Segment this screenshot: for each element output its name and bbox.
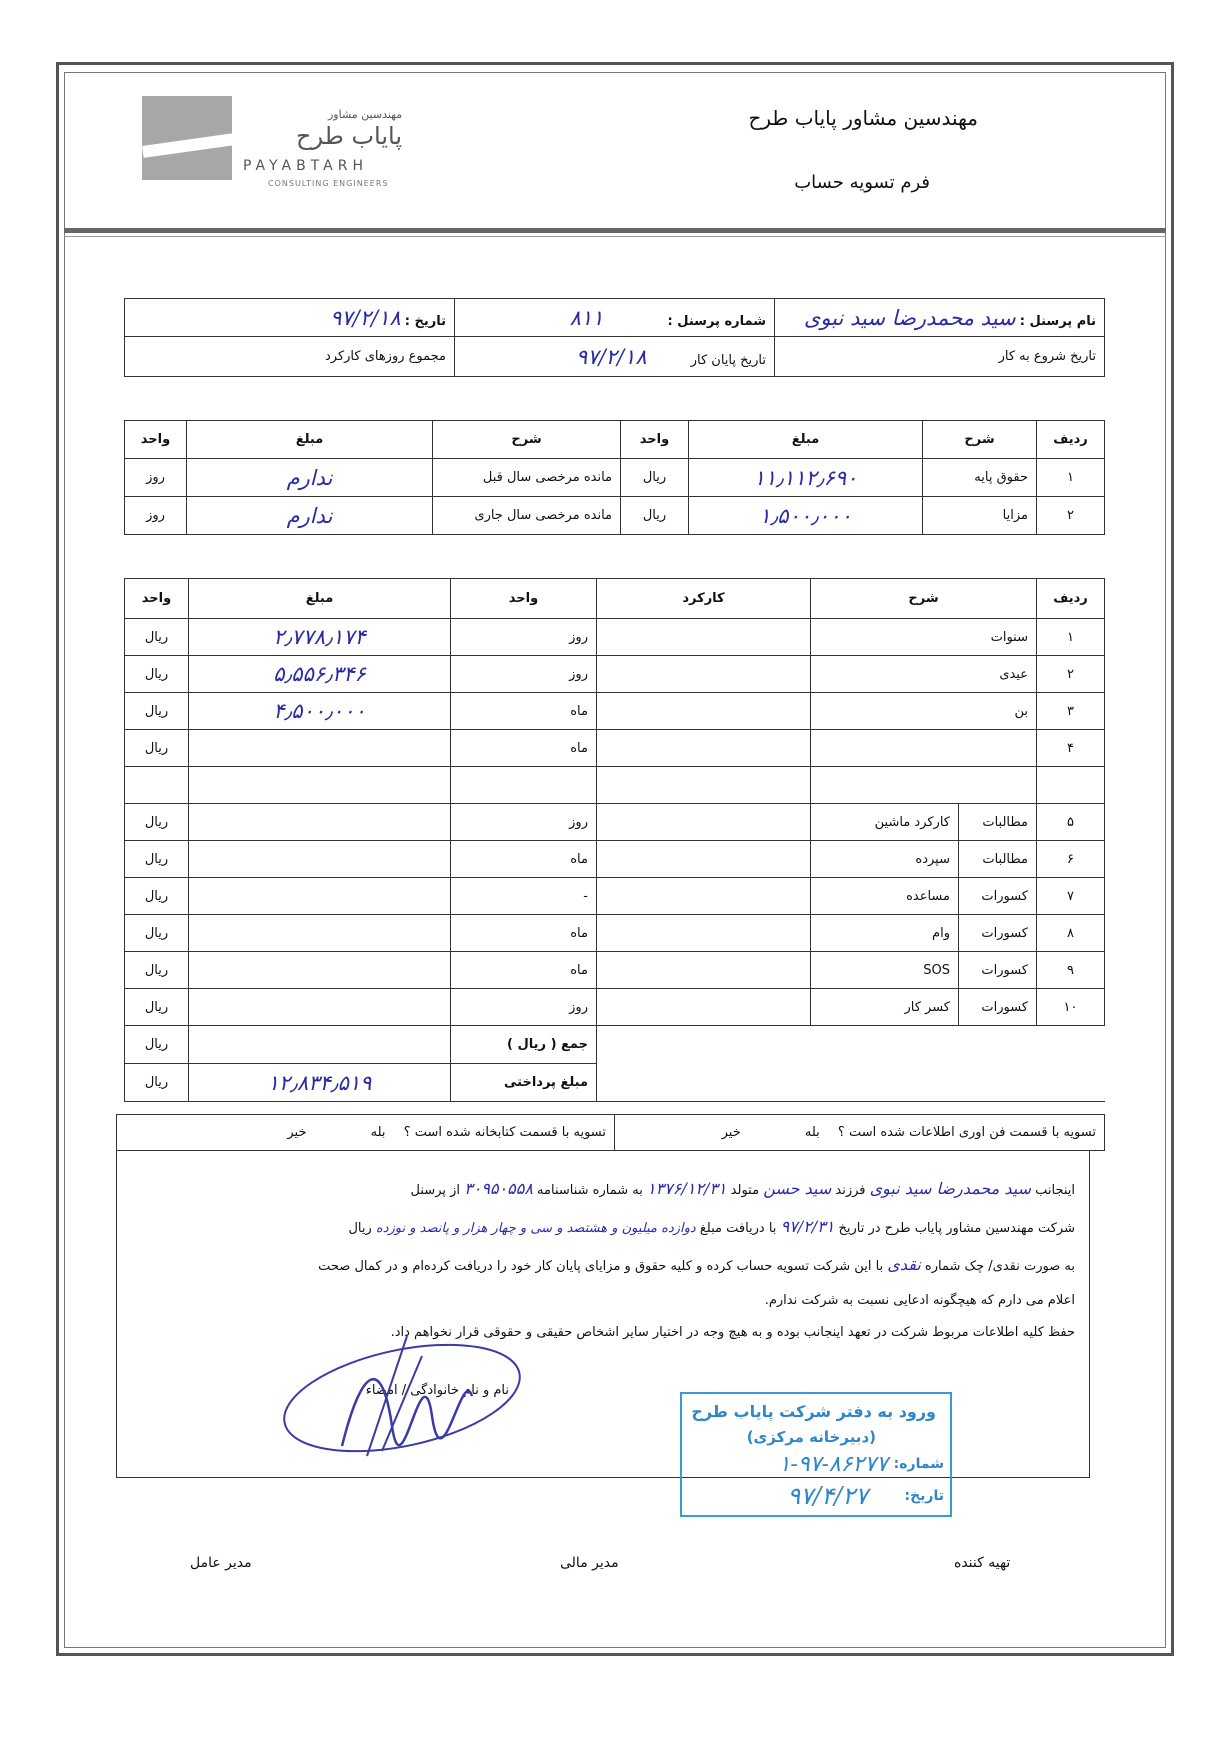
end-date-value: ۹۷/۲/۱۸ [576, 344, 647, 369]
it-no-label: خیر [721, 1125, 741, 1140]
t2-category: مطالبات [959, 804, 1037, 841]
t2-amount [189, 915, 451, 952]
t1-desc2: مانده مرخصی سال جاری [433, 497, 621, 535]
t2-unit2: ریال [125, 989, 189, 1026]
library-no-label: خیر [287, 1125, 307, 1140]
ceo-label: مدیر عامل [190, 1555, 252, 1571]
t2-desc: سپرده [811, 841, 959, 878]
t2-work [597, 693, 811, 730]
t2-category: کسورات [959, 952, 1037, 989]
sum-unit: ریال [125, 1026, 189, 1064]
t2-amount [189, 730, 451, 767]
it-clearance-cell [615, 1115, 1105, 1151]
sum-label: جمع ( ریال ) [451, 1026, 597, 1064]
payment-row [125, 1064, 1105, 1102]
t2-work [597, 619, 811, 656]
t1-amount2: ندارم [187, 497, 433, 535]
sum-value [189, 1026, 451, 1064]
work-days-label: مجموع روزهای کارکرد [324, 349, 446, 364]
t1-row-number: ۲ [1037, 497, 1105, 535]
t2-amount [189, 989, 451, 1026]
t2-work [597, 952, 811, 989]
stamp-number-label: شماره: [893, 1456, 944, 1472]
t2-unit: روز [451, 804, 597, 841]
t2-row-number: ۹ [1037, 952, 1105, 989]
header-divider-thin [64, 236, 1166, 237]
t2-unit: ماه [451, 915, 597, 952]
t2-category: مطالبات [959, 841, 1037, 878]
personnel-name-value: سید محمدرضا سید نبوی [803, 305, 1016, 330]
settlement-table [124, 578, 1105, 1102]
t1-desc2: مانده مرخصی سال قبل [433, 459, 621, 497]
t2-desc: عیدی [811, 656, 1037, 693]
library-yes-label: بله [370, 1125, 386, 1140]
t2-category: کسورات [959, 989, 1037, 1026]
table-row [125, 952, 1105, 989]
t2-unit2: ریال [125, 730, 189, 767]
start-date-label: تاریخ شروع به کار [998, 349, 1096, 364]
decl-text: فرزند [835, 1183, 866, 1198]
t2-unit2: ریال [125, 693, 189, 730]
library-clearance-cell [117, 1115, 615, 1151]
personnel-id-label: شماره پرسنل : [667, 313, 766, 329]
work-days-cell [125, 337, 455, 377]
table-row [125, 459, 1105, 497]
salary-table [124, 420, 1105, 535]
table-row [125, 804, 1105, 841]
t2-row-number: ۱۰ [1037, 989, 1105, 1026]
t2-amount: ۲٫۷۷۸٫۱۷۴ [189, 619, 451, 656]
table-row [125, 497, 1105, 535]
t1-unit2: روز [125, 459, 187, 497]
preparer-label: تهیه کننده [954, 1555, 1011, 1571]
company-title: مهندسین مشاور پایاب طرح [748, 106, 978, 130]
decl-text: با این شرکت تسویه حساب کرده و کلیه حقوق و مزایای پایان کار خود را دریافت کرده‌ام و در کمال صحت [318, 1259, 884, 1274]
t1-header-amount2: مبلغ [187, 421, 433, 459]
logo-text-en: PAYABTARH [243, 158, 368, 174]
t1-amount: ۱٫۵۰۰٫۰۰۰ [689, 497, 923, 535]
payment-label: مبلغ پرداختی [451, 1064, 597, 1102]
t2-category: کسورات [959, 878, 1037, 915]
signature-label: نام و نام خانوادگی / امضاء [365, 1383, 509, 1398]
start-date-cell [775, 337, 1105, 377]
t1-unit: ریال [621, 459, 689, 497]
end-date-label: تاریخ پایان کار [690, 352, 766, 368]
decl-text: از پرسنل [410, 1183, 461, 1198]
t2-unit2: ریال [125, 952, 189, 989]
t2-desc: مساعده [811, 878, 959, 915]
decl-text: متولد [730, 1183, 760, 1198]
t2-unit2: ریال [125, 841, 189, 878]
decl-name: سید محمدرضا سید نبوی [869, 1179, 1031, 1198]
t2-category: کسورات [959, 915, 1037, 952]
t2-row-number: ۲ [1037, 656, 1105, 693]
t1-header-unit2: واحد [125, 421, 187, 459]
table-row [125, 656, 1105, 693]
t2-desc: بن [811, 693, 1037, 730]
t2-header-work: کارکرد [597, 579, 811, 619]
declaration-line-5: حفظ کلیه اطلاعات مربوط شرکت در تعهد اینجانب بوده و به هیچ وجه در اختیار سایر اشخاص حقیقی و حقوقی قرار نخواهم داد. [390, 1325, 1075, 1340]
finance-manager-label: مدیر مالی [560, 1555, 619, 1571]
decl-date: ۹۷/۲/۳۱ [780, 1217, 835, 1236]
sum-row [125, 1026, 1105, 1064]
t2-desc: کسر کار [811, 989, 959, 1026]
t2-work [597, 656, 811, 693]
t1-header-desc: شرح [923, 421, 1037, 459]
declaration-line-2 [348, 1217, 1075, 1236]
decl-text: شرکت مهندسین مشاور پایاب طرح در تاریخ [838, 1221, 1075, 1236]
end-date-cell [455, 337, 775, 377]
t1-header-row: ردیف [1037, 421, 1105, 459]
t2-row-number: ۳ [1037, 693, 1105, 730]
t2-unit: روز [451, 619, 597, 656]
t1-desc: مزایا [923, 497, 1037, 535]
t2-header-row: ردیف [1037, 579, 1105, 619]
decl-text: به شماره شناسنامه [537, 1183, 643, 1198]
t2-row-number: ۶ [1037, 841, 1105, 878]
decl-text: با دریافت مبلغ [699, 1221, 777, 1236]
t2-row-number: ۷ [1037, 878, 1105, 915]
decl-check: نقدی [887, 1255, 921, 1274]
stamp-number-value: ۱-۹۷-۸۶۲۷۷ [778, 1452, 888, 1477]
it-clearance-question: تسویه با قسمت فن اوری اطلاعات شده است ؟ [837, 1125, 1096, 1140]
t2-unit: - [451, 878, 597, 915]
t2-amount [189, 804, 451, 841]
t2-work [597, 804, 811, 841]
t2-unit2: ریال [125, 656, 189, 693]
t2-header-desc: شرح [811, 579, 1037, 619]
declaration-line-3 [318, 1255, 1075, 1274]
it-yes-label: بله [804, 1125, 820, 1140]
t2-unit2: ریال [125, 878, 189, 915]
t1-amount: ۱۱٫۱۱۲٫۶۹۰ [689, 459, 923, 497]
stamp-line-2: (دبیرخانه مرکزی) [746, 1428, 876, 1446]
t2-unit2: ریال [125, 915, 189, 952]
clearance-table [116, 1114, 1105, 1151]
t2-unit: ماه [451, 952, 597, 989]
table-row [125, 989, 1105, 1026]
stamp-line-1: ورود به دفتر شرکت پایاب طرح [691, 1402, 936, 1421]
t2-work [597, 915, 811, 952]
t2-unit: ماه [451, 841, 597, 878]
t1-header-unit: واحد [621, 421, 689, 459]
t2-amount [189, 878, 451, 915]
t2-work [597, 841, 811, 878]
library-clearance-question: تسویه با قسمت کتابخانه شده است ؟ [403, 1125, 606, 1140]
payment-unit: ریال [125, 1064, 189, 1102]
personnel-id-value: ۸۱۱ [569, 305, 604, 330]
t2-row-number: ۱ [1037, 619, 1105, 656]
t2-header-amount: مبلغ [189, 579, 451, 619]
personnel-table [124, 298, 1105, 377]
t1-unit: ریال [621, 497, 689, 535]
stamp-date-value: ۹۷/۴/۲۷ [787, 1482, 868, 1510]
logo-text-fa: پایاب طرح [296, 122, 403, 150]
t1-header-desc2: شرح [433, 421, 621, 459]
declaration-line-4: اعلام می دارم که هیچگونه ادعایی نسبت به شرکت ندارم. [764, 1293, 1075, 1308]
t1-row-number: ۱ [1037, 459, 1105, 497]
t1-desc: حقوق پایه [923, 459, 1037, 497]
table-row [125, 841, 1105, 878]
personnel-name-cell [775, 299, 1105, 337]
personnel-date-value: ۹۷/۲/۱۸ [330, 305, 401, 330]
t1-header-amount: مبلغ [689, 421, 923, 459]
decl-text: اینجانب [1035, 1183, 1075, 1198]
t2-amount: ۵٫۵۵۶٫۳۴۶ [189, 656, 451, 693]
decl-idno: ۳۰۹۵۰۵۵۸ [464, 1179, 533, 1198]
t2-unit: روز [451, 656, 597, 693]
t2-work [597, 878, 811, 915]
logo-text-small: مهندسین مشاور [328, 108, 403, 121]
table-row [125, 915, 1105, 952]
t2-desc: کارکرد ماشین [811, 804, 959, 841]
form-title: فرم تسویه حساب [794, 172, 930, 193]
t2-unit: ماه [451, 730, 597, 767]
t2-unit2: ریال [125, 619, 189, 656]
stamp-date-label: تاریخ: [904, 1488, 944, 1504]
decl-dob: ۱۳۷۶/۱۲/۳۱ [646, 1179, 727, 1198]
t2-work [597, 989, 811, 1026]
t2-amount [189, 841, 451, 878]
t2-desc: سنوات [811, 619, 1037, 656]
payment-value: ۱۲٫۸۳۴٫۵۱۹ [189, 1064, 451, 1102]
t2-amount: ۴٫۵۰۰٫۰۰۰ [189, 693, 451, 730]
t2-unit: ماه [451, 693, 597, 730]
t2-header-unit2: واحد [125, 579, 189, 619]
personnel-date-cell [125, 299, 455, 337]
t2-work [597, 730, 811, 767]
t1-amount2: ندارم [187, 459, 433, 497]
t2-desc: SOS [811, 952, 959, 989]
signature-drawing [272, 1326, 552, 1476]
t1-unit2: روز [125, 497, 187, 535]
t2-amount [189, 952, 451, 989]
table-row [125, 730, 1105, 767]
t2-desc: وام [811, 915, 959, 952]
registry-stamp [680, 1392, 952, 1517]
table-row-spacer [125, 767, 1105, 804]
decl-amount-words: دوازده میلیون و هشتصد و سی و چهار هزار و پانصد و نوزده [375, 1221, 696, 1236]
header-divider [64, 228, 1166, 233]
table-row [125, 693, 1105, 730]
declaration-line-1 [411, 1179, 1075, 1198]
t2-desc [811, 730, 1037, 767]
table-row [125, 878, 1105, 915]
decl-text: ریال [348, 1221, 372, 1236]
logo-subtext-en: CONSULTING ENGINEERS [268, 179, 389, 188]
personnel-id-cell [455, 299, 775, 337]
t2-header-unit: واحد [451, 579, 597, 619]
personnel-date-label: تاریخ : [404, 313, 446, 329]
personnel-name-label: نام پرسنل : [1019, 313, 1096, 329]
t2-row-number: ۴ [1037, 730, 1105, 767]
table-row [125, 619, 1105, 656]
t2-unit: روز [451, 989, 597, 1026]
t2-unit2: ریال [125, 804, 189, 841]
decl-father: سید حسن [763, 1179, 832, 1198]
t2-row-number: ۵ [1037, 804, 1105, 841]
t2-row-number: ۸ [1037, 915, 1105, 952]
decl-text: به صورت نقدی/ چک شماره [924, 1259, 1075, 1274]
